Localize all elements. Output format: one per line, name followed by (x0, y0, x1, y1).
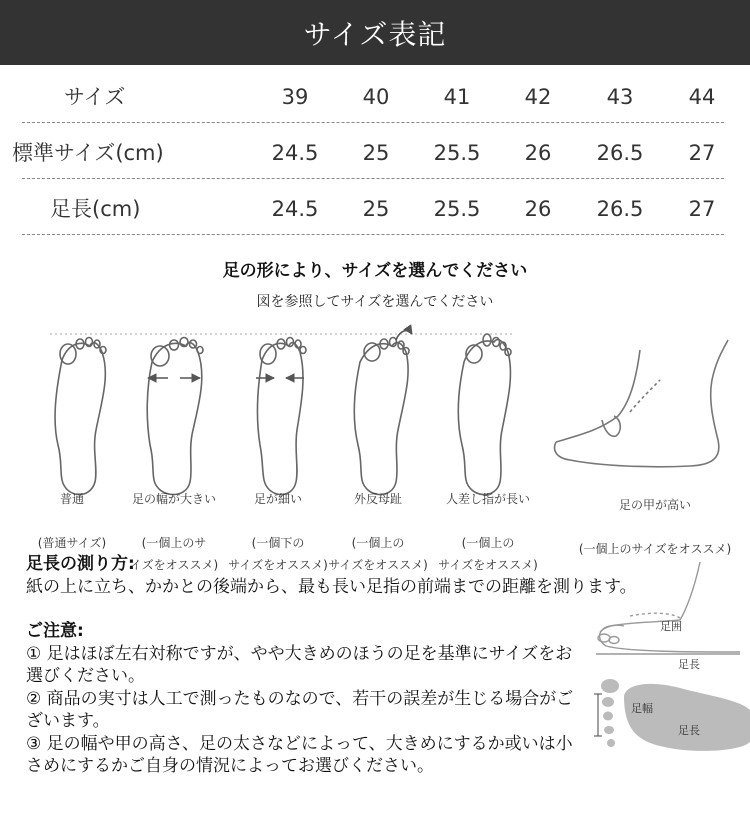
length-sole-label: 足長 (678, 724, 700, 737)
table-cell: 26.5 (596, 141, 644, 165)
table-cell: 25.5 (433, 141, 481, 165)
guide-subheading: 図を参照してサイズを選んでください (256, 294, 494, 310)
table-cell: 26 (524, 141, 552, 165)
table-cell: 26 (524, 197, 552, 221)
foot-type-name: 外反母趾 (353, 492, 402, 506)
foot-type-advice: (一個上のサイズをオススメ) (578, 542, 732, 556)
table-cell: 25 (362, 197, 390, 221)
row-divider (22, 122, 724, 123)
length-side-label: 足長 (678, 658, 700, 671)
measure-text: 紙の上に立ち、かかとの後端から、最も長い足指の前端までの距離を測ります。 (26, 576, 637, 597)
foot-type-name: 足の幅が大きい (131, 492, 216, 506)
foot-type-name: 足が細い (253, 492, 302, 506)
table-cell: 44 (688, 85, 716, 109)
row-label: 標準サイズ(cm) (12, 141, 164, 165)
table-cell: 43 (606, 85, 634, 109)
foot-type-name: 足の甲が高い (618, 498, 691, 512)
table-cell: 27 (688, 197, 716, 221)
row-divider (22, 178, 724, 179)
row-label: サイズ (64, 85, 126, 109)
foot-type-advice: (一個下の サイズをオススメ) (228, 536, 328, 572)
foot-type-advice: (一個上の サイズをオススメ) (328, 536, 428, 572)
note-item: ③ 足の幅や甲の高さ、足の太さなどによって、大きめにするか或いは小さめにするかご自身の情況によってお選びください。 (26, 733, 573, 776)
foot-high-instep-icon (555, 340, 728, 467)
table-cell: 25 (362, 141, 390, 165)
table-cell: 24.5 (271, 141, 319, 165)
table-row (0, 181, 750, 237)
girth-label: 足囲 (660, 620, 682, 633)
measure-heading: 足長の測り方: (26, 554, 135, 574)
table-cell: 27 (688, 141, 716, 165)
note-item: ② 商品の実寸は人工で測ったものなので、若干の誤差が生じる場合がございます。 (26, 688, 574, 731)
notes-heading: ご注意: (26, 621, 84, 641)
table-cell: 42 (524, 85, 552, 109)
table-row (0, 125, 750, 181)
table-row (0, 69, 750, 125)
notes-section (26, 553, 666, 778)
note-item: ① 足はほぼ左右対称ですが、やや大きめのほうの足を基準にサイズをお選びください。 (26, 643, 573, 686)
row-divider (22, 234, 724, 235)
foot-type-advice: (普通サイズ) (37, 536, 107, 550)
table-cell: 40 (362, 85, 390, 109)
width-label-text: 足幅 (631, 702, 653, 715)
table-cell: 39 (281, 85, 309, 109)
foot-type-advice: (一個上のサ イズをオススメ) (129, 536, 219, 572)
guide-heading: 足の形により、サイズを選んでください (222, 261, 528, 281)
table-cell: 25.5 (433, 197, 481, 221)
table-cell: 24.5 (271, 197, 319, 221)
table-cell: 26.5 (596, 197, 644, 221)
foot-type-name: 人差し指が長い (445, 492, 530, 506)
table-cell: 41 (443, 85, 471, 109)
page-title: サイズ表記 (0, 0, 750, 65)
foot-type-name: 普通 (59, 492, 84, 506)
row-label: 足長(cm) (50, 197, 141, 221)
foot-type-advice: (一個上の サイズをオススメ) (438, 536, 538, 572)
